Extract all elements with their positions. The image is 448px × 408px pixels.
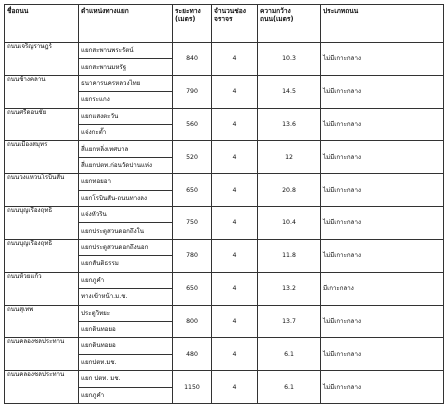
intersection-to-cell: ทางเข้าหน้า.ม.ช. bbox=[79, 289, 173, 305]
road-data-table bbox=[4, 4, 444, 404]
distance-cell: 790 bbox=[173, 75, 212, 108]
road-type-cell: ไม่มีเกาะกลาง bbox=[321, 207, 444, 240]
road-width-cell: 10.4 bbox=[258, 207, 321, 240]
table-row bbox=[5, 338, 444, 354]
distance-cell: 650 bbox=[173, 174, 212, 207]
intersection-to-cell: แยกประตูสวนดอกถึงใน bbox=[79, 223, 173, 239]
distance-cell: 750 bbox=[173, 207, 212, 240]
road-type-cell: มีเกาะกลาง bbox=[321, 272, 444, 305]
table-row bbox=[5, 207, 444, 223]
lane-count-cell: 4 bbox=[212, 371, 258, 404]
table-row bbox=[5, 141, 444, 157]
road-type-cell: ไม่มีเกาะกลาง bbox=[321, 43, 444, 76]
road-name-cell: ถนนคลองชลประทาน bbox=[5, 371, 79, 404]
road-name-cell: ถนนช้างคลาน bbox=[5, 75, 79, 108]
road-width-cell: 12 bbox=[258, 141, 321, 174]
intersection-to-cell: แยกปตท.มช. bbox=[79, 354, 173, 370]
lane-count-cell: 4 bbox=[212, 108, 258, 141]
header-lane-count: จำนวนช่องจราจร bbox=[212, 5, 258, 43]
road-width-cell: 13.2 bbox=[258, 272, 321, 305]
distance-cell: 780 bbox=[173, 239, 212, 272]
road-type-cell: ไม่มีเกาะกลาง bbox=[321, 108, 444, 141]
road-name-cell: ถนนสุเทพ bbox=[5, 305, 79, 338]
road-width-cell: 6.1 bbox=[258, 338, 321, 371]
intersection-to-cell: แยกสะพานมหรัฐ bbox=[79, 59, 173, 75]
intersection-from-cell: แยกประตูสวนดอกถึงนอก bbox=[79, 239, 173, 255]
table-row bbox=[5, 108, 444, 124]
intersection-from-cell: แยกทอยอา bbox=[79, 174, 173, 190]
header-row bbox=[5, 5, 444, 43]
road-name-cell: ถนนวงแหวนโรบินสัน bbox=[5, 174, 79, 207]
distance-cell: 650 bbox=[173, 272, 212, 305]
distance-cell: 840 bbox=[173, 43, 212, 76]
distance-cell: 1150 bbox=[173, 371, 212, 404]
table-row bbox=[5, 239, 444, 255]
road-type-cell: ไม่มีเกาะกลาง bbox=[321, 338, 444, 371]
distance-cell: 800 bbox=[173, 305, 212, 338]
road-type-cell: ไม่มีเกาะกลาง bbox=[321, 141, 444, 174]
road-width-cell: 14.5 bbox=[258, 75, 321, 108]
intersection-from-cell: ธนาคารนครหลวงไทย bbox=[79, 75, 173, 91]
distance-cell: 480 bbox=[173, 338, 212, 371]
header-road-width: ความกว้างถนน(เมตร) bbox=[258, 5, 321, 43]
intersection-to-cell: แจ่งกะต๊ำ bbox=[79, 125, 173, 141]
intersection-to-cell: แยกภูคำ bbox=[79, 387, 173, 403]
header-road-type: ประเภทถนน bbox=[321, 5, 444, 43]
lane-count-cell: 4 bbox=[212, 174, 258, 207]
table-row bbox=[5, 371, 444, 387]
road-type-cell: ไม่มีเกาะกลาง bbox=[321, 371, 444, 404]
lane-count-cell: 4 bbox=[212, 272, 258, 305]
lane-count-cell: 4 bbox=[212, 239, 258, 272]
road-name-cell: ถนนบุญเรืองฤทธิ์ bbox=[5, 239, 79, 272]
road-type-cell: ไม่มีเกาะกลาง bbox=[321, 174, 444, 207]
road-name-cell: ถนนห้วยแก้ว bbox=[5, 272, 79, 305]
intersection-from-cell: แยกดินทอยอ bbox=[79, 338, 173, 354]
table-row bbox=[5, 272, 444, 288]
road-name-cell: ถนนเจริญราษฎร์ bbox=[5, 43, 79, 76]
distance-cell: 560 bbox=[173, 108, 212, 141]
header-road-name: ชื่อถนน bbox=[5, 5, 79, 43]
road-width-cell: 13.7 bbox=[258, 305, 321, 338]
intersection-to-cell: แยกโรบินสัน-ถนนทางลง bbox=[79, 190, 173, 206]
table-body bbox=[5, 43, 444, 404]
intersection-from-cell: แยกสะพานพระรัตน์ bbox=[79, 43, 173, 59]
lane-count-cell: 4 bbox=[212, 338, 258, 371]
intersection-from-cell: แยกภูคำ bbox=[79, 272, 173, 288]
intersection-from-cell: แจ่งหัวริน bbox=[79, 207, 173, 223]
road-name-cell: ถนนคลองชลประทาน bbox=[5, 338, 79, 371]
lane-count-cell: 4 bbox=[212, 75, 258, 108]
intersection-from-cell: สี่แยกหลิ่งเทศบาล bbox=[79, 141, 173, 157]
intersection-from-cell: แยก ปตท. มช. bbox=[79, 371, 173, 387]
table-row bbox=[5, 305, 444, 321]
road-name-cell: ถนนบุญเรืองฤทธิ์ bbox=[5, 207, 79, 240]
lane-count-cell: 4 bbox=[212, 141, 258, 174]
lane-count-cell: 4 bbox=[212, 207, 258, 240]
road-width-cell: 20.8 bbox=[258, 174, 321, 207]
road-type-cell: ไม่มีเกาะกลาง bbox=[321, 305, 444, 338]
road-type-cell: ไม่มีเกาะกลาง bbox=[321, 239, 444, 272]
header-distance: ระยะทาง (เมตร) bbox=[173, 5, 212, 43]
intersection-to-cell: แยกระแกง bbox=[79, 92, 173, 108]
intersection-to-cell: แยกสันติธรรม bbox=[79, 256, 173, 272]
road-width-cell: 13.6 bbox=[258, 108, 321, 141]
road-width-cell: 10.3 bbox=[258, 43, 321, 76]
road-width-cell: 6.1 bbox=[258, 371, 321, 404]
intersection-from-cell: แยกแสงตะวัน bbox=[79, 108, 173, 124]
road-name-cell: ถนนศรีดอนชัย bbox=[5, 108, 79, 141]
table-row bbox=[5, 174, 444, 190]
intersection-from-cell: ประตูวิทยะ bbox=[79, 305, 173, 321]
lane-count-cell: 4 bbox=[212, 305, 258, 338]
distance-cell: 520 bbox=[173, 141, 212, 174]
intersection-to-cell: สี่แยกปตท.ก่อนวัดปานแห่ง bbox=[79, 157, 173, 173]
table-row bbox=[5, 75, 444, 91]
road-width-cell: 11.8 bbox=[258, 239, 321, 272]
road-type-cell: ไม่มีเกาะกลาง bbox=[321, 75, 444, 108]
road-name-cell: ถนนเมืองสมุทร bbox=[5, 141, 79, 174]
header-intersection-location: ตำแหน่งทางแยก bbox=[79, 5, 173, 43]
table-row bbox=[5, 43, 444, 59]
lane-count-cell: 4 bbox=[212, 43, 258, 76]
intersection-to-cell: แยกดินทอยอ bbox=[79, 321, 173, 337]
